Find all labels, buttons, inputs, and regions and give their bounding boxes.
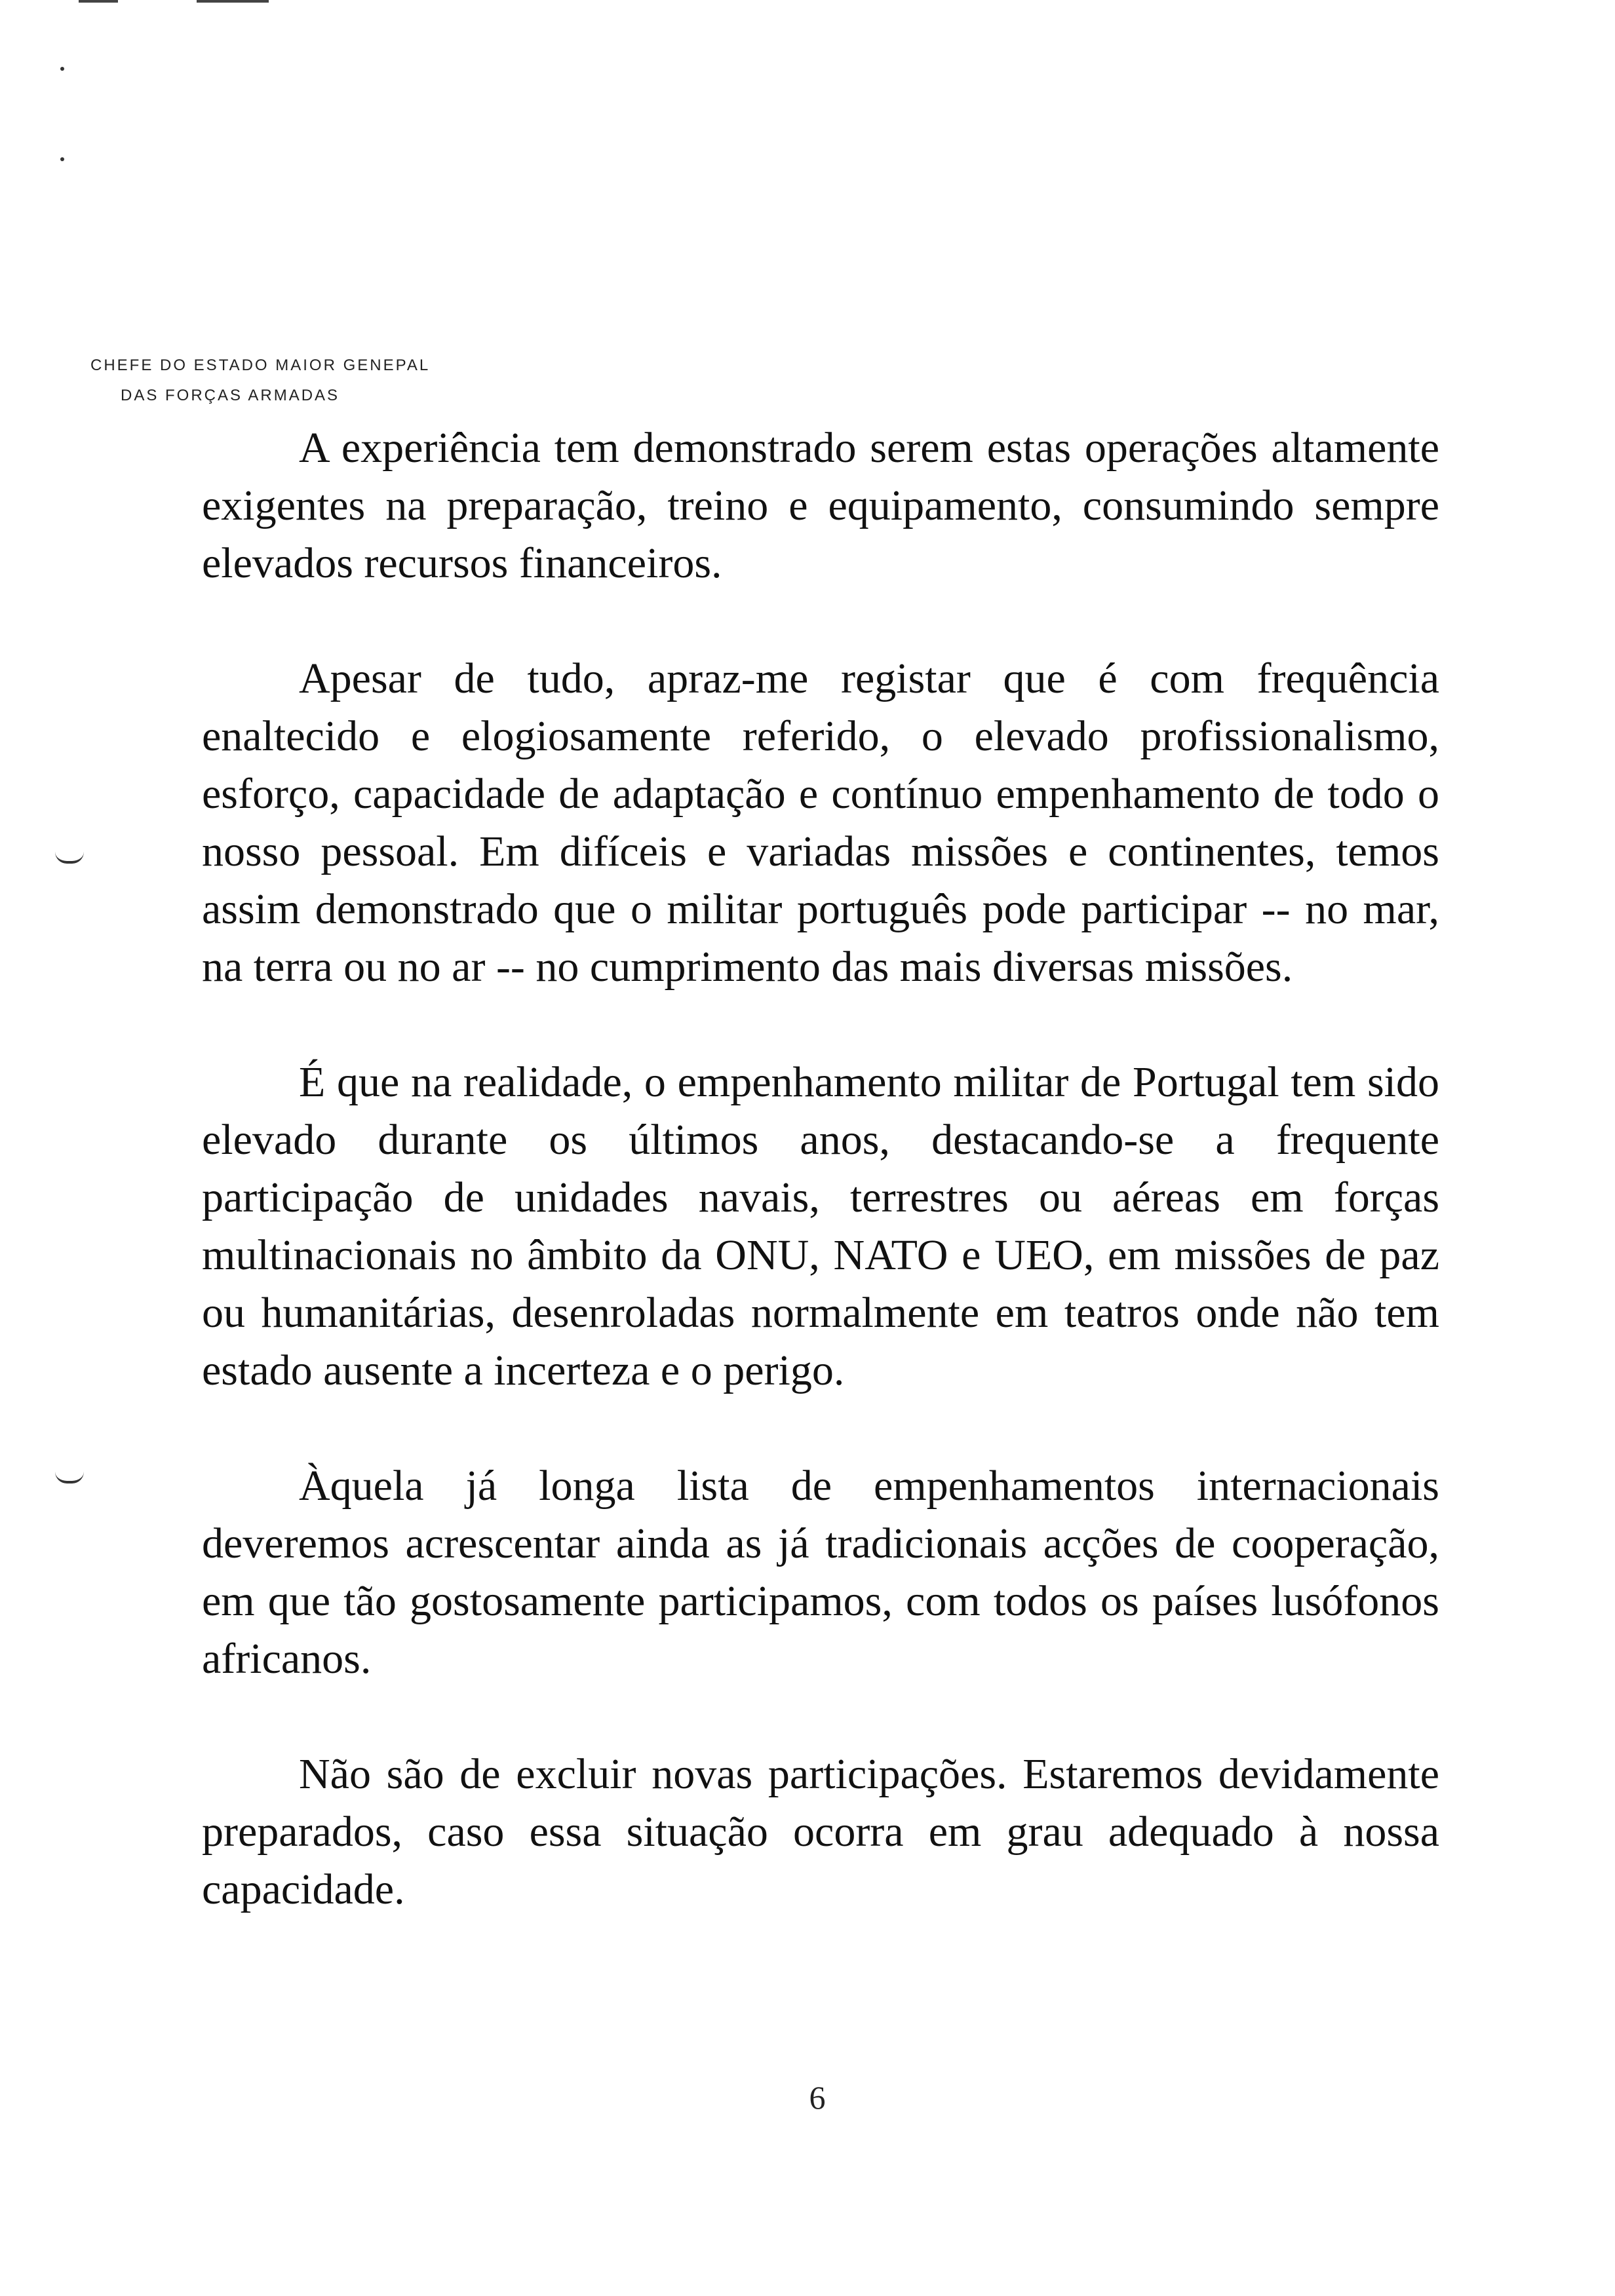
binder-hole-mark: [55, 1472, 84, 1483]
letterhead-title: CHEFE DO ESTADO MAIOR GENEPAL: [90, 356, 431, 374]
paragraph-3: É que na realidade, o empenhamento militar de Portugal tem sido elevado durante os últimos anos, destacando-se a frequente participação de unidades navais, terrestres ou aéreas em forças multinacionais no âmbito da ONU, NATO e UEO, em missões de paz ou humanitárias, desenroladas normalmente em teatros onde não tem estado ausente a incerteza e o perigo.: [202, 1058, 1439, 1394]
scan-edge-mark: [197, 0, 269, 3]
letterhead-subtitle: DAS FORÇAS ARMADAS: [121, 387, 340, 404]
paragraph-2: Apesar de tudo, apraz-me registar que é com frequência enaltecido e elogiosamente referido, o elevado profissionalismo, esforço, capacidade de adaptação e contínuo empenhamento de todo o nosso pessoal. Em difíceis e variadas missões e continentes, temos assim demonstrado que o militar português pode participar -- no mar, na terra ou no ar -- no cumprimento das mais diversas missões.: [202, 655, 1439, 991]
scan-speck: [60, 67, 64, 71]
binder-hole-mark: [55, 852, 84, 864]
paragraph-5: Não são de excluir novas participações. Estaremos devidamente preparados, caso essa situação ocorra em grau adequado à nossa capacidade.: [202, 1750, 1439, 1913]
paragraph-4: Àquela já longa lista de empenhamentos internacionais deveremos acrescentar ainda as já tradicionais acções de cooperação, em que tão gostosamente participamos, com todos os países lusófonos africanos.: [202, 1462, 1439, 1683]
scan-speck: [60, 157, 64, 161]
page-number: 6: [809, 2079, 826, 2116]
paragraph-1: A experiência tem demonstrado serem estas operações altamente exigentes na preparação, treino e equipamento, consumindo sempre elevados recursos financeiros.: [202, 424, 1439, 587]
document-body: [202, 419, 1439, 1976]
letterhead: [90, 351, 430, 411]
scan-edge-mark: [79, 0, 118, 3]
